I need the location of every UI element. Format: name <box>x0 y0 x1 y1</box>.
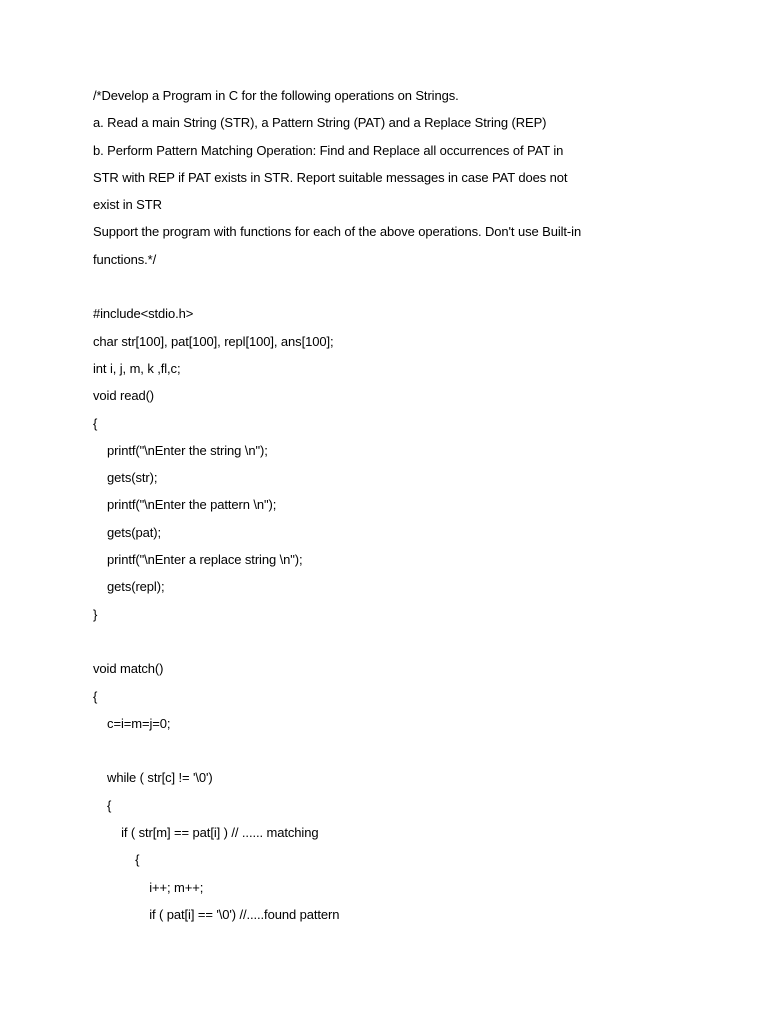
text-line: exist in STR <box>93 197 162 213</box>
code-line: if ( pat[i] == '\0') //.....found pattern <box>93 906 340 922</box>
code-line: while ( str[c] != '\0') <box>93 770 213 786</box>
code-line: printf("\nEnter the pattern \n"); <box>93 497 277 513</box>
code-line: printf("\nEnter a replace string \n"); <box>93 552 303 568</box>
code-line: int i, j, m, k ,fl,c; <box>93 360 181 376</box>
text-line: Support the program with functions for each of the above operations. Don't use Built-in <box>93 224 582 240</box>
blank-line <box>93 275 733 302</box>
code-line: { <box>93 797 112 813</box>
code-line: gets(str); <box>93 470 158 486</box>
code-line: { <box>93 852 140 868</box>
code-line: #include<stdio.h> <box>93 306 194 322</box>
text-line: STR with REP if PAT exists in STR. Report suitable messages in case PAT does not <box>93 169 568 185</box>
code-line: } <box>93 606 98 622</box>
document-text-body <box>93 84 733 930</box>
text-line: /*Develop a Program in C for the following operations on Strings. <box>93 88 459 103</box>
code-line: c=i=m=j=0; <box>93 715 171 731</box>
blank-line <box>93 630 733 657</box>
code-line: void read() <box>93 388 155 404</box>
code-line: { <box>93 415 98 431</box>
text-line: a. Read a main String (STR), a Pattern String (PAT) and a Replace String (REP) <box>93 115 547 131</box>
text-line: functions.*/ <box>93 251 157 267</box>
code-line: void match() <box>93 661 164 677</box>
blank-line <box>93 739 733 766</box>
code-line: { <box>93 688 98 704</box>
code-line: char str[100], pat[100], repl[100], ans[100]; <box>93 333 334 349</box>
code-line: if ( str[m] == pat[i] ) // ...... matching <box>93 825 319 841</box>
code-line: i++; m++; <box>93 879 204 895</box>
text-line: b. Perform Pattern Matching Operation: Find and Replace all occurrences of PAT in <box>93 142 564 158</box>
code-line: printf("\nEnter the string \n"); <box>93 442 268 458</box>
code-line: gets(pat); <box>93 524 161 540</box>
code-line: gets(repl); <box>93 579 165 595</box>
